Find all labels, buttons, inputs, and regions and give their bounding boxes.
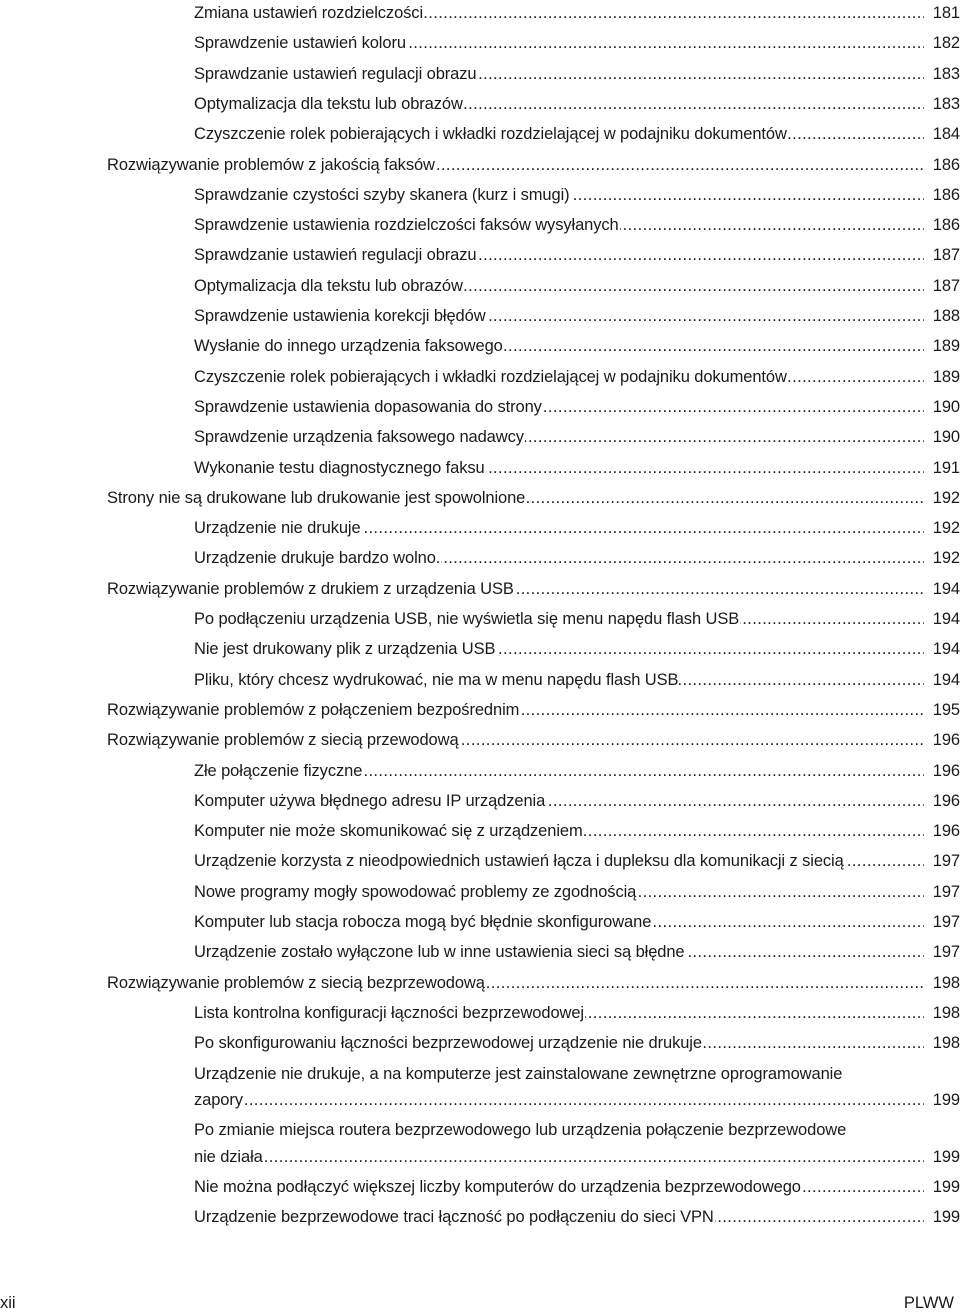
toc-entry-title: Po skonfigurowaniu łączności bezprzewodowej urządzenie nie drukuje [194,1034,702,1053]
toc-entry-page: 186 [924,182,960,208]
toc-entry-page: 190 [924,424,960,450]
toc-entry-page: 186 [924,152,960,178]
toc-entry-page: 186 [924,212,960,238]
toc-entry-title: Po podłączeniu urządzenia USB, nie wyświetla się menu napędu flash USB [194,610,740,628]
toc-entry-page: 181 [924,0,960,26]
toc-entry-title: Strony nie są drukowane lub drukowanie jest spowolnione [107,488,526,507]
toc-entry-title: Pliku, który chcesz wydrukować, nie ma w menu napędu flash USB [194,670,679,689]
toc-entry-page: 192 [924,485,960,511]
toc-entry-title: Sprawdzanie ustawień regulacji obrazu [194,64,477,83]
toc-entry-title: Czyszczenie rolek pobierających i wkładki rozdzielającej w podajniku dokumentów [194,125,787,144]
toc-entry-title: Rozwiązywanie problemów z jakością faksów [107,155,435,174]
toc-entry-title: Lista kontrolna konfiguracji łączności bezprzewodowej [194,1003,584,1022]
toc-entry-title: Sprawdzenie ustawienia korekcji błędów [194,307,486,325]
toc-entry-title: Wykonanie testu diagnostycznego faksu [194,458,485,477]
toc-entry-page: 183 [924,61,960,87]
toc-entry-page: 188 [924,303,960,329]
toc-entry-page: 197 [924,939,960,965]
toc-entry-title: Komputer nie może skomunikować się z urządzeniem [194,822,583,841]
toc-entry-page: 194 [924,606,960,632]
footer-page-number: xii [0,1294,16,1312]
toc-entry-title: Nie jest drukowany plik z urządzenia USB [194,640,496,659]
toc-entry-page: 183 [924,91,960,117]
toc-entry-page: 199 [924,1087,960,1113]
toc-entry-title: Optymalizacja dla tekstu lub obrazów [194,276,463,295]
toc-entry-title: Rozwiązywanie problemów z drukiem z urządzenia USB [107,579,514,598]
toc-entry-title: Rozwiązywanie problemów z połączeniem bezpośrednim [107,700,520,719]
toc-entry-page: 199 [924,1174,960,1200]
toc-entry-page: 196 [924,758,960,784]
toc-entry-page: 196 [924,788,960,814]
toc-entry-page: 196 [924,818,960,844]
toc-entry-page: 192 [924,545,960,571]
toc-entry-page: 192 [924,515,960,541]
toc-entry-title: Urządzenie nie drukuje [194,519,361,538]
toc-entry-title-continued: nie działa [194,1147,263,1166]
toc-entry-page: 189 [924,364,960,390]
toc-entry-page: 199 [924,1204,960,1230]
toc-entry-title: Urządzenie korzysta z nieodpowiednich ustawień łącza i dupleksu dla komunikacji z siecią [194,852,844,871]
toc-entry-page: 190 [924,394,960,420]
toc-entry-page: 198 [924,1030,960,1056]
toc-entry-page: 199 [924,1144,960,1170]
toc-entry-page: 184 [924,121,960,147]
toc-entry-page: 182 [924,30,960,56]
toc-entry-title-continued: zapory [194,1091,243,1109]
toc-entry-page: 197 [924,848,960,874]
toc-entry-page: 196 [924,727,960,753]
toc-entry-title: Urządzenie bezprzewodowe traci łączność po podłączeniu do sieci VPN [194,1208,714,1227]
toc-entry-title: Sprawdzenie urządzenia faksowego nadawcy [194,428,524,447]
toc-entry-title: Nie można podłączyć większej liczby komputerów do urządzenia bezprzewodowego [194,1178,801,1197]
toc-entry-title: Wysłanie do innego urządzenia faksowego [194,337,503,356]
toc-entry-title: Komputer lub stacja robocza mogą być błędnie skonfigurowane [194,913,652,931]
toc-entry-title: Sprawdzenie ustawienia rozdzielczości faksów wysyłanych [194,216,619,235]
toc-entry-title: Złe połączenie fizyczne [194,761,363,780]
toc-entry-page: 195 [924,697,960,723]
toc-entry-title: Sprawdzenie ustawień koloru [194,34,406,53]
toc-entry-title: Rozwiązywanie problemów z siecią bezprzewodową [107,973,485,992]
toc-entry-title: Czyszczenie rolek pobierających i wkładki rozdzielającej w podajniku dokumentów [194,367,787,386]
toc-entry-page: 198 [924,970,960,996]
footer-brand: PLWW [903,1294,954,1312]
toc-entry-title: Po zmianie miejsca routera bezprzewodowego lub urządzenia połączenie bezprzewodowe [194,1121,847,1140]
toc-entry-title: Sprawdzanie czystości szyby skanera (kurz i smugi) [194,185,570,204]
toc-entry-title: Urządzenie drukuje bardzo wolno. [194,549,441,568]
toc-entry-page: 197 [924,909,960,935]
toc-entry-page: 197 [924,879,960,905]
toc-entry-title: Nowe programy mogły spowodować problemy ze zgodnością [194,882,637,901]
toc-entry-title: Optymalizacja dla tekstu lub obrazów [194,94,463,113]
toc-entry-title: Urządzenie zostało wyłączone lub w inne ustawienia sieci są błędne [194,943,685,962]
toc-entry-title: Komputer używa błędnego adresu IP urządzenia [194,791,546,810]
toc-entry-page: 191 [924,455,960,481]
toc-entry-page: 194 [924,636,960,662]
toc-entry-title: Urządzenie nie drukuje, a na komputerze jest zainstalowane zewnętrzne oprogramowanie [194,1064,843,1083]
toc-entry-page: 189 [924,333,960,359]
toc-entry-title: Rozwiązywanie problemów z siecią przewodową [107,731,459,750]
toc-entry-title: Zmiana ustawień rozdzielczości [194,4,424,22]
toc-entry-page: 198 [924,1000,960,1026]
toc-entry-page: 187 [924,273,960,299]
toc-entry-page: 194 [924,667,960,693]
toc-entry-page: 194 [924,576,960,602]
toc-entry-title: Sprawdzenie ustawienia dopasowania do strony [194,397,542,416]
toc-entry-title: Sprawdzanie ustawień regulacji obrazu [194,246,477,265]
toc-entry-page: 187 [924,242,960,268]
